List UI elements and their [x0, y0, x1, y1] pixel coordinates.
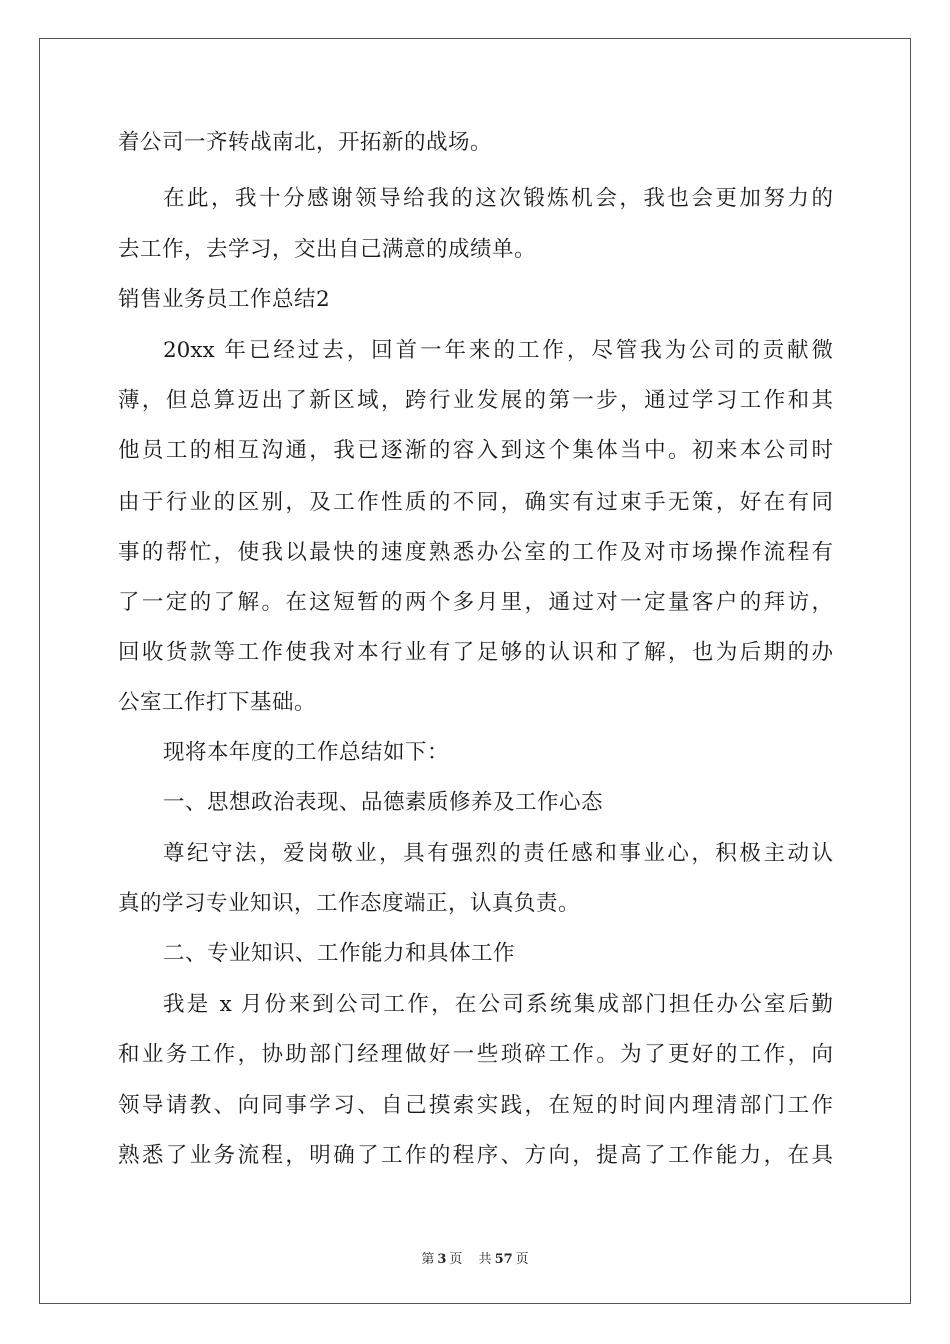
text-line: 事的帮忙，使我以最快的速度熟悉办公室的工作及对市场操作流程有: [118, 540, 833, 565]
page-footer: [0, 1248, 950, 1267]
subsection-heading: 二、专业知识、工作能力和具体工作: [163, 941, 516, 966]
paragraph-start: 尊纪守法，爱岗敬业，具有强烈的责任感和事业心，积极主动认: [163, 841, 833, 866]
text-line: 和业务工作，协助部门经理做好一些琐碎工作。为了更好的工作，向: [118, 1042, 833, 1067]
text-line: 公室工作打下基础。: [118, 690, 317, 715]
text-line: 薄，但总算迈出了新区域，跨行业发展的第一步，通过学习工作和其: [118, 388, 833, 413]
subsection-heading: 一、思想政治表现、品德素质修养及工作心态: [163, 790, 604, 815]
paragraph-start: 在此，我十分感谢领导给我的这次锻炼机会，我也会更加努力的: [163, 186, 833, 211]
text-line: 着公司一齐转战南北，开拓新的战场。: [118, 130, 493, 155]
text-line: 真的学习专业知识，工作态度端正，认真负责。: [118, 891, 581, 916]
page-suffix: 页: [449, 1252, 463, 1267]
page-number: 3: [437, 1252, 447, 1267]
text-line: 了一定的了解。在这短暂的两个多月里，通过对一定量客户的拜访，: [118, 590, 833, 615]
paragraph-start: 我是 x 月份来到公司工作，在公司系统集成部门担任办公室后勤: [163, 992, 833, 1017]
text-line: 领导请教、向同事学习、自己摸索实践，在短的时间内理清部门工作: [118, 1093, 833, 1118]
text-line: 回收货款等工作使我对本行业有了足够的认识和了解，也为后期的办: [118, 640, 833, 665]
total-indicator: [476, 1252, 532, 1267]
section-heading: 销售业务员工作总结2: [118, 287, 331, 312]
total-prefix: 共: [478, 1252, 492, 1267]
text-line: 熟悉了业务流程，明确了工作的程序、方向，提高了工作能力，在具: [118, 1143, 833, 1168]
total-suffix: 页: [515, 1252, 529, 1267]
page-prefix: 第: [421, 1252, 435, 1267]
paragraph-start: 现将本年度的工作总结如下：: [163, 740, 450, 765]
text-line: 他员工的相互沟通，我已逐渐的容入到这个集体当中。初来本公司时: [118, 438, 833, 463]
text-line: 由于行业的区别，及工作性质的不同，确实有过束手无策，好在有同: [118, 490, 833, 515]
paragraph-start: 20xx 年已经过去，回首一年来的工作，尽管我为公司的贡献微: [163, 338, 833, 363]
page-indicator: [418, 1252, 465, 1267]
text-line: 去工作，去学习，交出自己满意的成绩单。: [118, 237, 537, 262]
total-pages: 57: [494, 1252, 513, 1267]
